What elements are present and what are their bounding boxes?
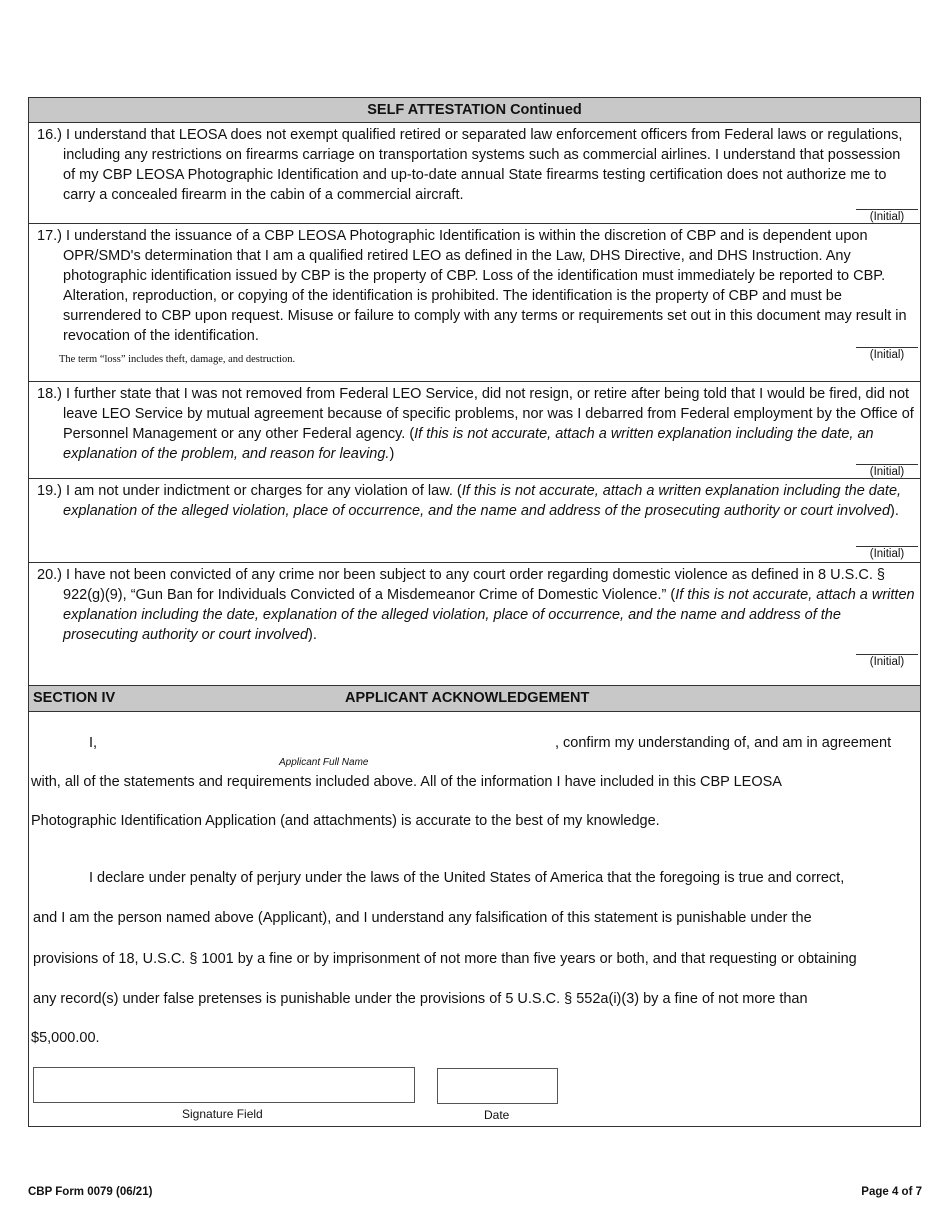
item-instruction: If this is not accurate, attach a written explanation including the date, explanation of the alleged violation, place of occurrence, and the name and address of the prosecuting authority or court involved <box>63 587 915 643</box>
ack-line2: with, all of the statements and requirements included above. All of the information I have included in this CBP LEOSA <box>31 774 782 790</box>
ack-line3: Photographic Identification Application (and attachments) is accurate to the best of my knowledge. <box>31 813 660 829</box>
page-number: Page 4 of 7 <box>861 1186 922 1198</box>
declaration-line4: any record(s) under false pretenses is punishable under the provisions of 5 U.S.C. § 552a(i)(3) by a fine of not more than <box>33 991 808 1007</box>
date-field[interactable] <box>437 1068 558 1104</box>
initial-field[interactable]: (Initial) <box>856 464 918 478</box>
item-text: I have not been convicted of any crime nor been subject to any court order regarding domestic violence as defined in 8 U.S.C. § 922(g)(9), “Gun Ban for Individuals Convicted of a Misdemeanor Crime of Domestic Violence.” ( <box>63 567 885 603</box>
declaration-line5: $5,000.00. <box>31 1030 100 1046</box>
item-18 <box>29 382 920 479</box>
signature-field[interactable] <box>33 1067 415 1103</box>
section-iv-header <box>29 685 920 712</box>
date-caption: Date <box>484 1108 510 1122</box>
item-19 <box>29 479 920 563</box>
signature-caption: Signature Field <box>182 1107 263 1121</box>
ack-i: I, <box>89 735 98 751</box>
item-16 <box>29 123 920 224</box>
ack-confirm: , confirm my understanding of, and am in agreement <box>555 735 892 751</box>
initial-field[interactable]: (Initial) <box>856 654 918 668</box>
item-tail: ) <box>389 446 395 462</box>
item-number: 16.) <box>37 127 62 143</box>
initial-field[interactable]: (Initial) <box>856 546 918 560</box>
item-number: 20.) <box>37 567 62 583</box>
section-header: SELF ATTESTATION Continued <box>29 98 920 123</box>
item-number: 18.) <box>37 386 62 402</box>
item-text: I further state that I was not removed from Federal LEO Service, did not resign, or retire after being told that I would be fired, did not leave LEO Service by mutual agreement because of specific problems, nor was I debarred from Federal employment by the Office of Personnel Management or any other Federal agency. ( <box>63 386 914 442</box>
form-number: CBP Form 0079 (06/21) <box>28 1186 153 1198</box>
item-instruction: If this is not accurate, attach a written explanation including the date, an explanation of the problem, and reason for leaving. <box>63 426 874 462</box>
initial-field[interactable]: (Initial) <box>856 209 918 223</box>
applicant-name-caption: Applicant Full Name <box>279 757 369 768</box>
section-label: SECTION IV <box>33 690 116 706</box>
item-text: I understand that LEOSA does not exempt qualified retired or separated law enforcement officers from Federal laws or regulations, including any restrictions on firearms carriage on transportation systems such as commercial airlines. I understand that possession of my CBP LEOSA Photographic Identification and up-to-date annual State firearms testing certification does not authorize me to carry a concealed firearm in the cabin of a commercial aircraft. <box>63 127 903 203</box>
declaration-line2: and I am the person named above (Applicant), and I understand any falsification of this statement is punishable under the <box>33 910 812 926</box>
section-title: APPLICANT ACKNOWLEDGEMENT <box>345 690 590 706</box>
declaration-line3: provisions of 18, U.S.C. § 1001 by a fine or by imprisonment of not more than five years or both, and that requesting or obtaining <box>33 951 857 967</box>
item-text: I understand the issuance of a CBP LEOSA Photographic Identification is within the discretion of CBP and is dependent upon OPR/SMD's determination that I am a qualified retired LEO as defined in the Law, DHS Directive, and DHS Instruction. Any photographic identification issued by CBP is the property of CBP. Loss of the identification must immediately be reported to CBP. Alteration, reproduction, or copying of the identification is prohibited. The identification is the property of CBP and must be surrendered to CBP upon request. Misuse or failure to comply with any terms or requirements set out in this document may result in revocation of the identification. <box>63 228 907 344</box>
item-number: 19.) <box>37 483 62 499</box>
loss-note: The term “loss” includes theft, damage, and destruction. <box>59 354 296 365</box>
item-tail: ). <box>890 503 899 519</box>
applicant-name-input[interactable] <box>109 730 549 756</box>
initial-field[interactable]: (Initial) <box>856 347 918 361</box>
self-attestation-form <box>28 97 921 1127</box>
item-tail: ). <box>308 627 317 643</box>
declaration-line1: I declare under penalty of perjury under the laws of the United States of America that the foregoing is true and correct, <box>89 870 845 886</box>
item-text: I am not under indictment or charges for any violation of law. ( <box>66 483 462 499</box>
item-instruction: If this is not accurate, attach a written explanation including the date, explanation of the alleged violation, place of occurrence, and the name and address of the prosecuting authority or court involved <box>63 483 902 519</box>
item-20 <box>29 563 920 683</box>
item-17 <box>29 224 920 382</box>
item-number: 17.) <box>37 228 62 244</box>
